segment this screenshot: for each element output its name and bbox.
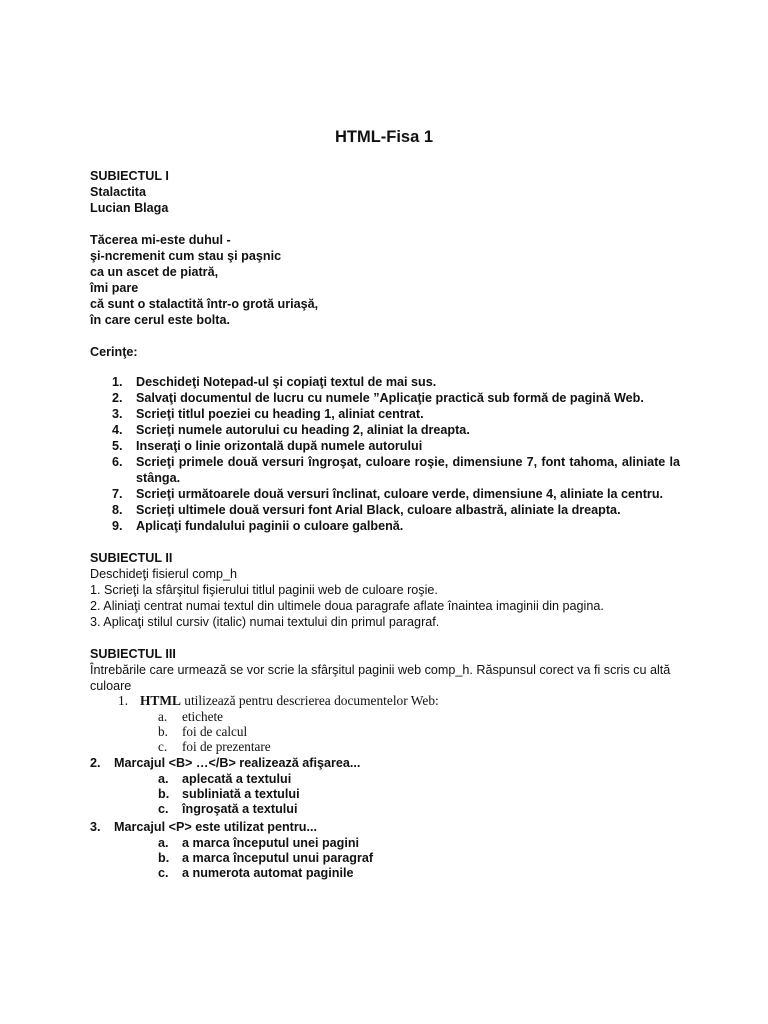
item-text: Scrieţi primele două versuri îngroşat, culoare roşie, dimensiune 7, font tahoma, aliniate la stânga. [136,455,680,485]
question-2-options [158,772,538,817]
item-text: Scrieţi următoarele două versuri înclinat, culoare verde, dimensiune 4, aliniate la centru. [136,487,664,501]
list-item [108,390,680,406]
item-text: Scrieţi numele autorului cu heading 2, aliniat la dreapta. [136,423,470,437]
list-item [108,374,680,390]
item-number: 2. [112,391,123,405]
subiect2-section [90,550,680,630]
option-letter: a. [158,709,168,724]
item-number: 5. [112,439,123,453]
subiect2-intro: Deschideţi fisierul comp_h [90,567,237,581]
poem-line: în care cerul este bolta. [90,313,230,327]
question-number: 2. [90,756,101,770]
page-title: HTML-Fisa 1 [334,128,434,146]
option-text: îngroşată a textului [182,802,298,816]
question-text: utilizează pentru descrierea documentelor Web: [180,693,439,708]
option-text: subliniată a textului [182,787,300,801]
option-text: a marca începutul unei pagini [182,836,360,850]
poem-text [90,232,680,328]
list-item [108,502,680,518]
list-item [108,406,680,422]
item-text: Salvaţi documentul de lucru cu numele ”Aplicaţie practică sub formă de pagină Web. [136,391,644,405]
option-text: a numerota automat paginile [182,866,354,880]
option-text: etichete [182,709,223,724]
list-item: 3. Aplicaţi stilul cursiv (italic) numai textului din primul paragraf. [90,615,440,629]
question-number: 1. [118,693,129,708]
poem-line: şi-ncremenit cum stau şi paşnic [90,249,282,263]
item-number: 8. [112,503,123,517]
option-a [158,836,538,851]
option-text: foi de calcul [182,724,248,739]
poem-line: Tăcerea mi-este duhul - [90,233,231,247]
item-number: 3. [112,407,123,421]
item-text: Scrieţi titlul poeziei cu heading 1, aliniat centrat. [136,407,424,421]
option-letter: b. [158,724,168,739]
item-text: Inseraţi o linie orizontală după numele autorului [136,439,423,453]
option-letter: a. [158,836,169,850]
poem-line: că sunt o stalactită într-o grotă uriaşă, [90,297,319,311]
list-item [108,486,680,502]
list-item [108,422,680,438]
item-number: 4. [112,423,123,437]
list-item [108,438,680,454]
item-number: 9. [112,519,123,533]
question-2 [90,755,650,771]
question-3-options [158,836,538,881]
question-1 [118,693,678,709]
subiect3-section [90,646,680,694]
option-letter: c. [158,739,168,754]
poem-title: Stalactita [90,185,146,199]
subiect1-header [90,168,680,216]
question-text: Marcajul <B> …</B> realizează afişarea... [114,756,361,770]
item-text: Deschideţi Notepad-ul şi copiaţi textul de mai sus. [136,375,437,389]
option-b [158,787,538,802]
option-c [158,802,538,817]
option-letter: c. [158,866,169,880]
poem-line: ca un ascet de piatră, [90,265,219,279]
option-b [158,851,538,866]
question-text: Marcajul <P> este utilizat pentru... [114,820,317,834]
option-text: foi de prezentare [182,739,271,754]
option-letter: a. [158,772,169,786]
question-3 [90,819,650,835]
item-text: Scrieţi ultimele două versuri font Arial Black, culoare albastră, aliniate la dreapta. [136,503,621,517]
subiect1-heading: SUBIECTUL I [90,169,169,183]
subiect2-heading: SUBIECTUL II [90,551,173,565]
list-item [108,518,680,534]
subiect3-intro: Întrebările care urmează se vor scrie la sfârşitul paginii web comp_h. Răspunsul corect va fi scris cu altă culoare [90,663,671,693]
option-text: a marca începutul unui paragraf [182,851,374,865]
list-item [108,454,680,486]
cerinte-label: Cerinţe: [90,345,138,359]
option-c [158,739,538,754]
poem-author: Lucian Blaga [90,201,169,215]
requirements-list [108,374,680,534]
question-1-options [158,709,538,754]
option-text: aplecată a textului [182,772,292,786]
option-a [158,772,538,787]
question-term: HTML [140,693,181,708]
subiect3-heading: SUBIECTUL III [90,647,176,661]
option-c [158,866,538,881]
list-item: 2. Aliniaţi centrat numai textul din ultimele doua paragrafe aflate înaintea imaginii din pagina. [90,599,604,613]
option-letter: b. [158,787,170,801]
question-number: 3. [90,820,101,834]
item-number: 7. [112,487,123,501]
option-b [158,724,538,739]
item-number: 1. [112,375,123,389]
option-letter: b. [158,851,170,865]
option-a [158,709,538,724]
item-number: 6. [112,455,123,469]
option-letter: c. [158,802,169,816]
poem-line: îmi pare [90,281,139,295]
item-text: Aplicaţi fundalului paginii o culoare galbenă. [136,519,404,533]
list-item: 1. Scrieţi la sfârşitul fişierului titlul paginii web de culoare roşie. [90,583,438,597]
